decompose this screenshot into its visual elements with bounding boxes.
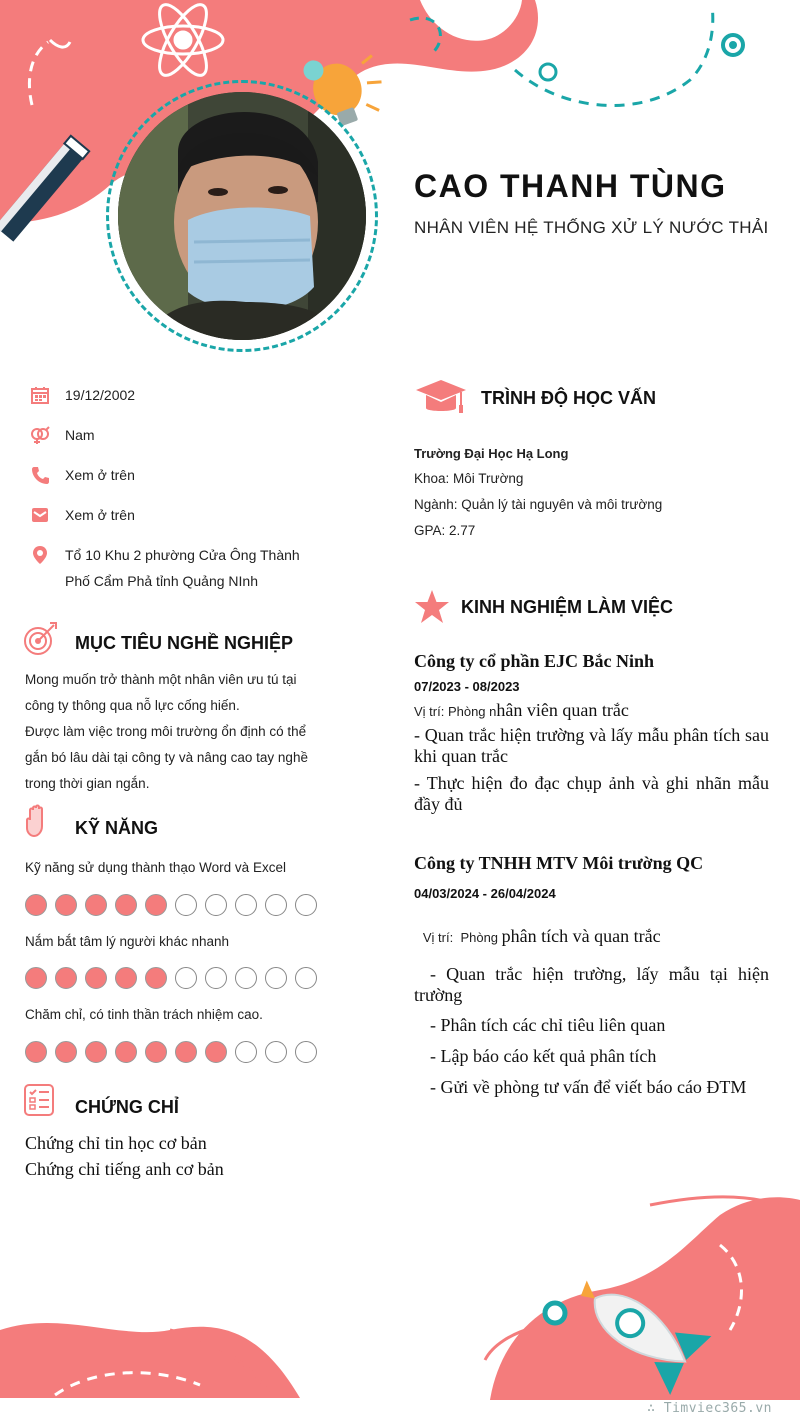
address: Tổ 10 Khu 2 phường Cửa Ông Thành Phố Cẩm Phả tỉnh Quảng NInh [65,547,300,589]
skill-rating [25,1041,317,1063]
job-position [414,908,661,947]
rating-dot-empty [265,894,287,916]
skill-rating [25,967,317,989]
education-school: Trường Đại Học Hạ Long [414,446,569,461]
job-task: - Thực hiện đo đạc chụp ảnh và ghi nhãn mẫu đầy đủ [414,773,769,814]
contact-item [30,545,360,594]
job-task: - Quan trắc hiện trường, lấy mẫu tại hiện trường [414,964,769,1005]
hand-icon [22,804,58,840]
rating-dot-filled [25,967,47,989]
job-task: - Quan trắc hiện trường và lấy mẫu phân tích sau khi quan trắc [414,725,769,766]
certificate-item: Chứng chỉ tiếng anh cơ bản [25,1159,224,1179]
certificate-list [25,1130,224,1182]
position-label: Vị trí: Phòng n [414,704,497,719]
email[interactable]: Xem ở trên [65,507,135,523]
rating-dot-filled [25,894,47,916]
contact-item [30,465,360,488]
rating-dot-filled [85,894,107,916]
job-period: 04/03/2024 - 26/04/2024 [414,886,556,901]
certificate-item: Chứng chỉ tin học cơ bản [25,1133,207,1153]
rating-dot-empty [265,1041,287,1063]
company-name: Công ty cổ phần EJC Bắc Ninh [414,651,655,671]
phone[interactable]: Xem ở trên [65,467,135,483]
skill-label: Chăm chỉ, có tinh thần trách nhiệm cao. [25,1007,263,1022]
rating-dot-empty [235,1041,257,1063]
location-icon [30,545,50,565]
rating-dot-empty [295,894,317,916]
job-position [414,700,629,721]
skill-label: Kỹ năng sử dụng thành thạo Word và Excel [25,860,286,875]
rating-dot-filled [175,1041,197,1063]
gender-icon [30,425,50,445]
rating-dot-empty [205,894,227,916]
experience-title: KINH NGHIỆM LÀM VIỆC [461,597,674,617]
position-value: hân viên quan trắc [496,700,629,720]
contact-item [30,385,360,408]
rating-dot-filled [115,967,137,989]
rating-dot-filled [85,967,107,989]
checklist-icon [22,1083,58,1119]
objective-title: MỤC TIÊU NGHỀ NGHIỆP [75,633,294,653]
objective-text [25,667,318,797]
candidate-name: CAO THANH TÙNG [414,168,727,204]
avatar-photo [118,92,366,340]
star-icon [414,589,450,625]
position-label: Vị trí: Phòng [422,930,502,945]
rating-dot-empty [175,967,197,989]
email-icon [30,505,50,525]
job-title: NHÂN VIÊN HỆ THỐNG XỬ LÝ NƯỚC THẢI [414,218,769,237]
rating-dot-empty [205,967,227,989]
skill-label: Nắm bắt tâm lý người khác nhanh [25,934,229,949]
education-major: Ngành: Quản lý tài nguyên và môi trường [414,497,663,512]
job-task: - Gửi về phòng tư vấn để viết báo cáo ĐTM [430,1077,747,1097]
target-icon [22,621,58,657]
rating-dot-filled [205,1041,227,1063]
contact-list [30,385,360,611]
position-value: phân tích và quan trắc [501,926,661,946]
objective-paragraph-1: Mong muốn trở thành một nhân viên ưu tú tại công ty thông qua nỗ lực cống hiến. [25,672,297,713]
education-gpa: GPA: 2.77 [414,523,476,538]
rating-dot-empty [235,894,257,916]
education-title: TRÌNH ĐỘ HỌC VẤN [481,388,656,408]
education-faculty: Khoa: Môi Trường [414,471,524,486]
rating-dot-filled [145,967,167,989]
birthdate: 19/12/2002 [65,387,136,403]
calendar-icon [30,385,50,405]
rating-dot-filled [85,1041,107,1063]
job-task: - Lập báo cáo kết quả phân tích [430,1046,657,1066]
skill-rating [25,894,317,916]
rating-dot-filled [55,967,77,989]
phone-icon [30,465,50,485]
rating-dot-filled [55,1041,77,1063]
rating-dot-filled [145,1041,167,1063]
rating-dot-filled [115,894,137,916]
contact-item [30,505,360,528]
watermark: ∴ Timviec365.vn [647,1401,772,1416]
rating-dot-empty [295,967,317,989]
certificates-title: CHỨNG CHỈ [75,1097,179,1117]
rating-dot-empty [265,967,287,989]
rating-dot-filled [145,894,167,916]
rating-dot-empty [295,1041,317,1063]
contact-item [30,425,360,448]
rating-dot-empty [235,967,257,989]
company-name: Công ty TNHH MTV Môi trường QC [414,853,704,873]
graduation-cap-icon [414,380,468,416]
job-task: - Phân tích các chỉ tiêu liên quan [430,1015,666,1035]
gender: Nam [65,427,95,443]
rating-dot-empty [175,894,197,916]
skills-title: KỸ NĂNG [75,818,159,838]
rating-dot-filled [55,894,77,916]
job-period: 07/2023 - 08/2023 [414,679,520,694]
objective-paragraph-2: Được làm việc trong môi trường ổn định có thể gắn bó lâu dài tại công ty và nâng cao tay nghề trong thời gian ngắn. [25,724,308,791]
rating-dot-filled [25,1041,47,1063]
rating-dot-filled [115,1041,137,1063]
